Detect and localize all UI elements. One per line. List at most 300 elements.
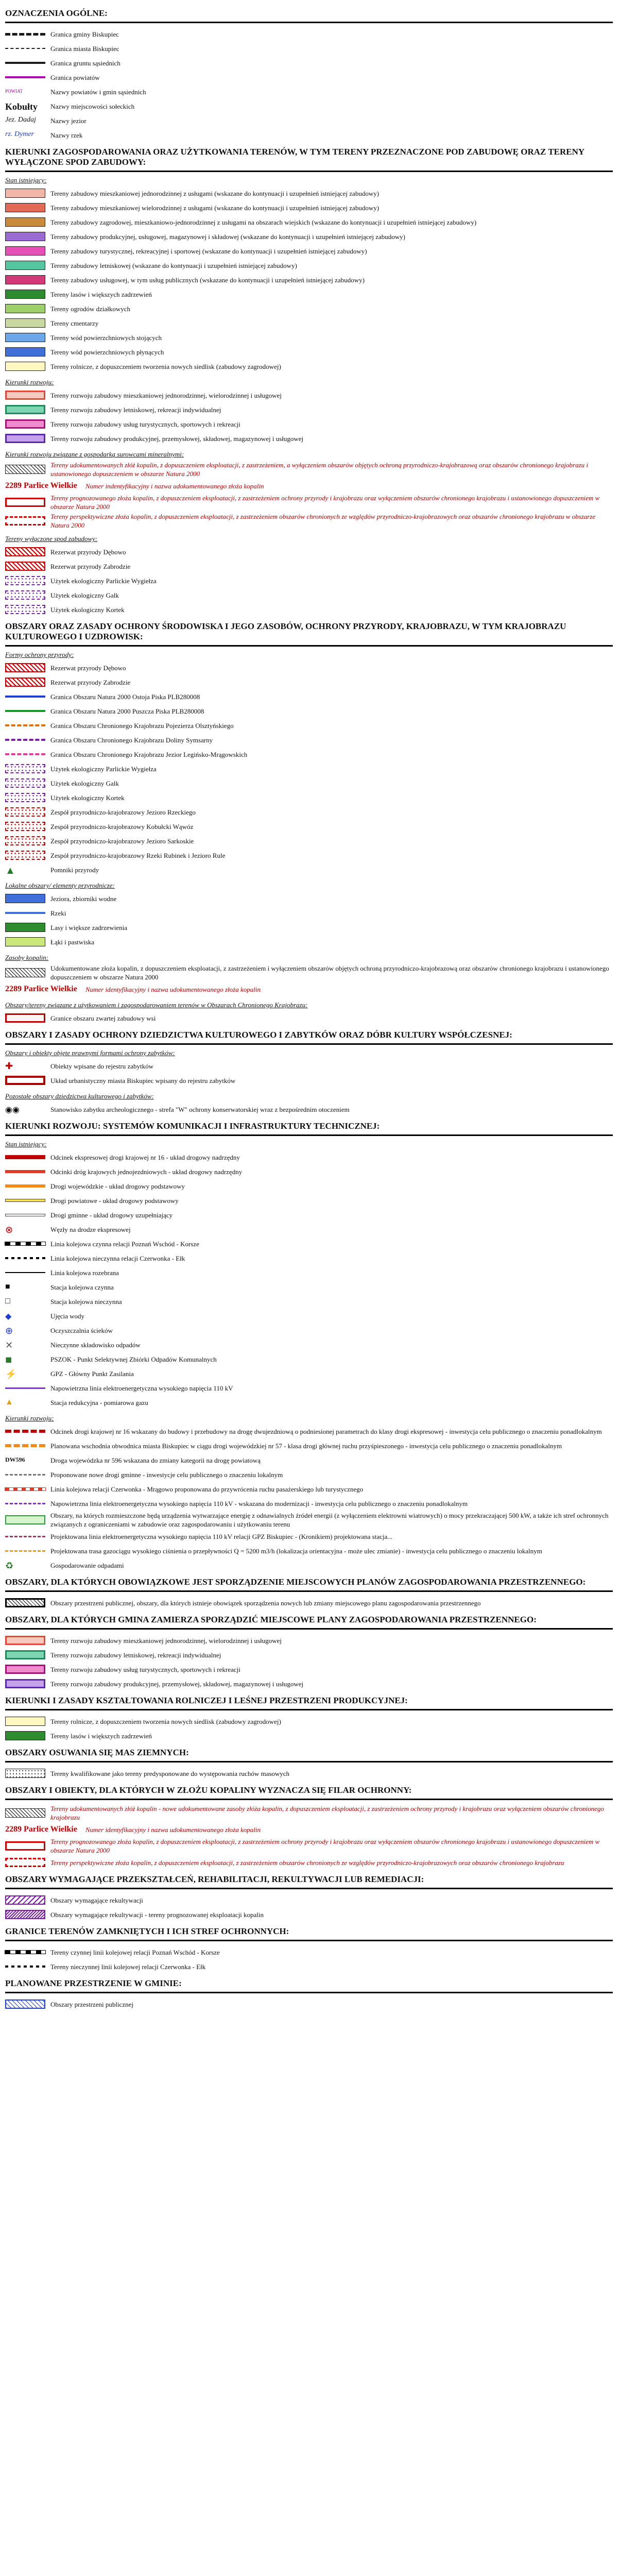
legend-symbol: ◼ [5, 1355, 12, 1364]
general-symbol [5, 87, 45, 96]
legend-symbol [5, 347, 45, 357]
legend-row [5, 417, 615, 431]
section-title: OBSZARY, DLA KTÓRYCH OBOWIĄZKOWE JEST SPORZĄDZENIE MIEJSCOWYCH PLANÓW ZAGOSPODAROWANIA PRZESTRZENNEGO: [5, 1577, 586, 1587]
legend-label: Ujęcia wody [50, 1312, 85, 1320]
sample-text: Jez. Dadaj [5, 116, 36, 124]
legend-row [5, 1179, 615, 1193]
section-title: KIERUNKI ROZWOJU: SYSTEMÓW KOMUNIKACJI I INFRASTRUKTURY TECHNICZNEJ: [5, 1121, 380, 1131]
legend-symbol [5, 1474, 45, 1476]
legend-label: Zespół przyrodniczo-krajobrazowy Kobułcki Wąwóz [50, 822, 194, 831]
legend-label: Tereny zabudowy zagrodowej, mieszkaniowo-jednorodzinnej z usługami na obszarach wiejskich (wskazane do kontynuacji i uzupełnień istniejącej zabudowy) [50, 218, 477, 226]
legend-label: Obszary przestrzeni publicznej [50, 2000, 133, 2008]
legend-symbol [5, 753, 45, 755]
legend-group [5, 964, 615, 996]
legend-row [5, 906, 615, 920]
legend-label: Tereny rolnicze, z dopuszczeniem tworzenia nowych siedlisk (zabudowy zagrodowej) [50, 362, 281, 370]
section-title: PLANOWANE PRZESTRZENIE W GMINIE: [5, 1978, 182, 1988]
legend-row [5, 287, 615, 301]
legend-row [5, 545, 615, 558]
legend-group [5, 1059, 615, 1087]
legend-symbol: ✚ [5, 1061, 13, 1071]
legend-label: Nieczynne składowisko odpadów [50, 1341, 141, 1349]
legend-label: Tereny rozwoju zabudowy usług turystycznych, sportowych i rekreacji [50, 1665, 240, 1673]
legend-row [5, 1715, 615, 1728]
legend-label: Lasy i większe zadrzewienia [50, 923, 128, 931]
legend-label: Napowietrzna linia elektroenergetyczna wysokiego napięcia 110 kV - wskazana do modernizacji - inwestycja celu publicznego o znaczeniu ponadlokalnym [50, 1499, 468, 1507]
legend-symbol [5, 516, 45, 526]
legend-row [5, 748, 615, 761]
general-label: Granica gminy Biskupiec [50, 30, 119, 38]
general-row [5, 56, 615, 70]
legend-symbol [5, 968, 45, 977]
legend-group [5, 1945, 615, 1973]
legend-label: Stanowisko zabytku archeologicznego - strefa "W" ochrony konserwatorskiej wraz z bezpośrednim otoczeniem [50, 1105, 350, 1113]
legend-row [5, 1596, 615, 1609]
legend-row [5, 1837, 615, 1855]
legend-label: Tereny rozwoju zabudowy letniskowej, rekreacji indywidualnej [50, 1651, 221, 1659]
legend-label: Drogi wojewódzkie - układ drogowy podstawowy [50, 1182, 185, 1190]
legend-row [5, 863, 615, 876]
legend-label: Projektowana trasa gazociągu wysokiego ciśnienia o przepływności Q = 5200 m3/h (lokalizacja orientacyjna - może ulec zmianie) - inwestycja celu publicznego o znaczeniu lokalnym [50, 1547, 542, 1555]
general-symbol [5, 116, 45, 125]
general-symbol [5, 48, 45, 49]
section-rule [5, 645, 613, 647]
general-row [5, 114, 615, 127]
section-rule [5, 1799, 613, 1800]
legend-row [5, 1338, 615, 1351]
road-code: DW596 [5, 1456, 25, 1463]
legend-row [5, 1324, 615, 1337]
legend-symbol [5, 405, 45, 414]
legend-symbol [5, 261, 45, 270]
legend-row [5, 1856, 615, 1869]
section-title: OBSZARY OSUWANIA SIĘ MAS ZIEMNYCH: [5, 1748, 189, 1757]
legend-row [5, 1908, 615, 1921]
legend-label: Układ urbanistyczny miasta Biskupiec wpisany do rejestru zabytków [50, 1076, 236, 1084]
legend-symbol [5, 1456, 45, 1464]
legend-label: Tereny rozwoju zabudowy mieszkaniowej jednorodzinnej, wielorodzinnej i usługowej [50, 1636, 282, 1645]
legend-row [5, 1208, 615, 1222]
legend-label: Tereny zabudowy turystycznej, rekreacyjnej i sportowej (wskazane do kontynuacji i uzupełnień istniejącej zabudowy) [50, 247, 367, 255]
legend-row [5, 1367, 615, 1380]
legend-symbol [5, 481, 80, 490]
legend-row [5, 259, 615, 272]
legend-symbol [5, 434, 45, 443]
legend-symbol [5, 1731, 45, 1740]
legend-row [5, 982, 615, 996]
legend-row [5, 1893, 615, 1907]
section-rule [5, 1590, 613, 1592]
legend-label: Tereny rozwoju zabudowy produkcyjnej, przemysłowej, składowej, magazynowej i usługowej [50, 434, 304, 443]
legend-symbol [5, 1444, 45, 1447]
legend-label: GPZ - Główny Punkt Zasilania [50, 1369, 134, 1378]
legend-row [5, 273, 615, 286]
section-title: OBSZARY I ZASADY OCHRONY DZIEDZICTWA KULTUROWEGO I ZABYTKÓW ORAZ DÓBR KULTURY WSPÓŁCZESNEJ: [5, 1030, 512, 1040]
legend-row [5, 935, 615, 948]
legend-row [5, 1482, 615, 1496]
subsection-heading: Lokalne obszary/ elementy przyrodnicze: [5, 882, 115, 889]
legend-label: Linia kolejowa rozebrana [50, 1268, 119, 1277]
legend-row [5, 560, 615, 573]
legend-symbol [5, 724, 45, 726]
general-label: Granica gruntu sąsiednich [50, 59, 120, 67]
general-label: Nazwy rzek [50, 131, 83, 139]
subsection-heading: Stan istniejący: [5, 176, 47, 184]
legend-row [5, 675, 615, 689]
legend-symbol [5, 562, 45, 571]
legend-row [5, 215, 615, 229]
legend-label: Tereny rolnicze, z dopuszczeniem tworzenia nowych siedlisk (zabudowy zagrodowej) [50, 1717, 281, 1725]
general-row [5, 42, 615, 55]
legend-row [5, 403, 615, 416]
general-row [5, 71, 615, 84]
section-rule [5, 1940, 613, 1941]
section-rule [5, 1628, 613, 1630]
legend-row [5, 360, 615, 373]
legend-label: Użytek ekologiczny Kortek [50, 793, 125, 802]
legend-row [5, 834, 615, 848]
legend-label: Stacja kolejowa nieczynna [50, 1297, 122, 1306]
legend-symbol [5, 739, 45, 741]
legend-symbol: ◆ [5, 1312, 12, 1321]
subsection-heading: Tereny wyłączone spod zabudowy: [5, 535, 98, 543]
legend-row [5, 479, 615, 493]
section-title: OBSZARY I OBIEKTY, DLA KTÓRYCH W ZŁOŻU KOPALINY WYZNACZA SIĘ FILAR OCHRONNY: [5, 1785, 412, 1795]
legend-symbol [5, 923, 45, 932]
legend-row [5, 1663, 615, 1676]
legend-label: Tereny rozwoju zabudowy mieszkaniowej jednorodzinnej, wielorodzinnej i usługowej [50, 391, 282, 399]
legend-label: Rezerwat przyrody Dębowo [50, 548, 126, 556]
subsection-heading: Kierunki rozwoju związane z gospodarką surowcami mineralnymi: [5, 450, 184, 458]
legend-label: Obiekty wpisane do rejestru zabytków [50, 1062, 154, 1070]
subsection-heading: Obszary i obiekty objęte prawnymi formami ochrony zabytków: [5, 1049, 175, 1057]
legend-symbol [5, 1550, 45, 1552]
legend-symbol [5, 764, 45, 773]
legend-symbol [5, 1199, 45, 1202]
legend-row [5, 345, 615, 359]
legend-label: Odcinek drogi krajowej nr 16 wskazany do budowy i przebudowy na drogę dwujezdniową o podniesionej parametrach do klasy drogi ekspresowej - inwestycja celu publicznego o znaczeniu ponadlokalnym [50, 1427, 602, 1435]
legend-row [5, 187, 615, 200]
legend-symbol [5, 232, 45, 241]
legend-label: Droga wojewódzka nr 596 wskazana do zmiany kategorii na drogę powiatową [50, 1456, 261, 1464]
legend-symbol [5, 1184, 45, 1188]
legend-label: Odcinki dróg krajowych jednojezdniowych - układ drogowy nadrzędny [50, 1167, 243, 1176]
legend-label: Użytek ekologiczny Parlickie Wygiełza [50, 765, 157, 773]
legend-label: Tereny prognozowanego złoża kopalin, z dopuszczeniem eksploatacji, z zastrzeżeniem ochrony przyrody i krajobrazu oraz wyłączeniem obszarów chronionego krajobrazu i ustanowionego dopuszczeniem w obszarze Natura 2000 [50, 1838, 600, 1854]
legend-label: Numer identyfikacyjny i nazwa udokumentowanego złoża kopalin [85, 1825, 261, 1834]
legend-symbol [5, 1808, 45, 1818]
legend-row [5, 921, 615, 934]
section-title: OBSZARY WYMAGAJĄCE PRZEKSZTAŁCEŃ, REHABILITACJI, REKULTYWACJI LUB REMEDIACJI: [5, 1874, 424, 1884]
legend-row [5, 574, 615, 587]
deposit-number: 2289 Parlice Wielkie [5, 985, 77, 993]
legend-row [5, 1634, 615, 1647]
legend-row [5, 244, 615, 258]
legend-row [5, 1194, 615, 1207]
legend-group [5, 1103, 615, 1116]
legend-row [5, 704, 615, 718]
legend-label: Granica Obszaru Chronionego Krajobrazu Doliny Symsarny [50, 736, 213, 744]
general-row [5, 128, 615, 142]
legend-row [5, 1150, 615, 1164]
legend-symbol [5, 419, 45, 429]
general-label: Granica powiatów [50, 73, 100, 81]
legend-label: Zespół przyrodniczo-krajobrazowy Rzeki Rubinek i Jezioro Rule [50, 851, 226, 859]
subsection-heading: Kierunki rozwoju: [5, 1414, 54, 1422]
legend-label: Rezerwat przyrody Zabrodzie [50, 678, 131, 686]
legend-row [5, 1237, 615, 1250]
legend-symbol [5, 1769, 45, 1778]
legend-symbol [5, 710, 45, 712]
legend-label: Tereny prognozowanego złoża kopalin, z dopuszczeniem eksploatacji, z zastrzeżeniem ochrony przyrody i krajobrazu oraz wyłączeniem obszarów chronionego krajobrazu i ustanowionego dopuszczeniem w obszarze Natura 2000 [50, 494, 600, 511]
legend-row [5, 1011, 615, 1025]
legend-symbol [5, 894, 45, 903]
legend-label: Tereny czynnej linii kolejowej relacji Poznań Wschód - Korsze [50, 1948, 220, 1956]
legend-label: PSZOK - Punkt Selektywnej Zbiórki Odpadów Komunalnych [50, 1355, 217, 1363]
legend-symbol [5, 912, 45, 914]
general-symbol [5, 76, 45, 78]
legend-group [5, 545, 615, 616]
legend-group [5, 1150, 615, 1409]
legend-row [5, 1997, 615, 2011]
legend-symbol [5, 1910, 45, 1919]
legend-symbol [5, 217, 45, 227]
legend-label: Użytek ekologiczny Parlickie Wygiełza [50, 577, 157, 585]
subsection-heading: Obszary/tereny związane z użytkowaniem i zagospodarowaniem terenów w Obszarach Chronionego Krajobrazu: [5, 1001, 308, 1009]
legend-symbol [5, 1242, 45, 1245]
section-rule [5, 171, 613, 172]
legend-label: Rezerwat przyrody Dębowo [50, 664, 126, 672]
subsection-heading: Kierunki rozwoju: [5, 378, 54, 386]
legend-row [5, 1439, 615, 1452]
deposit-number: 2289 Parlice Wielkie [5, 481, 77, 490]
legend-row [5, 1767, 615, 1780]
legend-label: Drogi gminne - układ drogowy uzupełniający [50, 1211, 173, 1219]
legend-row [5, 1396, 615, 1409]
legend-row [5, 461, 615, 478]
legend-symbol [5, 1965, 45, 1968]
legend-row [5, 1544, 615, 1557]
legend-label: Oczyszczalnia ścieków [50, 1326, 113, 1334]
legend-row [5, 849, 615, 862]
legend-label: Granice obszaru zwartej zabudowy wsi [50, 1014, 156, 1022]
legend [5, 8, 615, 2011]
section-title: KIERUNKI ZAGOSPODAROWANIA ORAZ UŻYTKOWANIA TERENÓW, W TYM TERENY PRZEZNACZONE POD ZABUDOWĘ ORAZ TERENY WYŁĄCZONE SPOD ZABUDOWY: [5, 147, 584, 167]
legend-group [5, 461, 615, 530]
legend-symbol [5, 696, 45, 698]
legend-label: Granica Obszaru Natura 2000 Puszcza Piska PLB280008 [50, 707, 204, 715]
legend-label: Użytek ekologiczny Galk [50, 779, 119, 787]
legend-symbol [5, 1076, 45, 1085]
section-rule [5, 1709, 613, 1710]
general-label: Nazwy miejscowości sołeckich [50, 102, 135, 110]
general-symbol [5, 62, 45, 64]
legend-label: Tereny udokumentowanych złóż kopalin - nowe udokumentowane zasoby złóża kopalin, z dopuszczeniem eksploatacji, z zastrzeżeniem ochrony przyrody i krajobrazu oraz wyłączeniem obszarów chronionego krajobrazu [50, 1805, 605, 1821]
legend-group [5, 388, 615, 445]
legend-symbol [5, 590, 45, 600]
legend-group [5, 661, 615, 876]
section-rule [5, 1043, 613, 1045]
legend-symbol [5, 1013, 45, 1023]
legend-label: Projektowana linia elektroenergetyczna wysokiego napięcia 110 kV relacji GPZ Biskupiec - (Kronikiem) projektowana stacja... [50, 1532, 392, 1540]
legend-symbol: ✕ [5, 1340, 13, 1350]
legend-label: Tereny cmentarzy [50, 319, 99, 327]
legend-symbol [5, 1951, 45, 1954]
legend-row [5, 1960, 615, 1973]
legend-row [5, 1468, 615, 1481]
legend-symbol [5, 793, 45, 802]
legend-group [5, 1893, 615, 1921]
legend-symbol [5, 1387, 45, 1389]
legend-symbol [5, 1488, 45, 1490]
legend-symbol [5, 1825, 80, 1834]
legend-group [5, 892, 615, 948]
legend-label: Tereny perspektywiczne złoża kopalin, z dopuszczeniem eksploatacji, z zastrzeżeniem obszarów chronionych ze względów przyrodniczo-krajobrazowych oraz obszarów chronionego krajobrazu w obszarze Natura 2000 [50, 513, 596, 529]
legend-symbol [5, 1515, 45, 1524]
section-title: OBSZARY, DLA KTÓRYCH GMINA ZAMIERZA SPORZĄDZIĆ MIEJSCOWE PLANY ZAGOSPODAROWANIA PRZESTRZENNEGO: [5, 1615, 537, 1624]
legend-row [5, 331, 615, 344]
legend-label: Tereny kwalifikowane jako tereny predysponowane do występowania ruchów masowych [50, 1769, 290, 1777]
legend-row [5, 791, 615, 804]
legend-symbol [5, 836, 45, 845]
legend-symbol [5, 1257, 45, 1259]
legend-symbol: ▲ [5, 865, 15, 876]
legend-row [5, 494, 615, 511]
legend-symbol [5, 1999, 45, 2009]
legend-symbol [5, 246, 45, 256]
legend-label: Gospodarowanie odpadami [50, 1561, 124, 1569]
legend-symbol [5, 1155, 45, 1159]
legend-row [5, 1497, 615, 1510]
legend-symbol: ⚡ [5, 1369, 17, 1379]
legend-row [5, 1558, 615, 1572]
general-row [5, 85, 615, 98]
legend-symbol [5, 1679, 45, 1688]
subsection-heading: Zasoby kopalin: [5, 954, 49, 961]
legend-symbol [5, 1895, 45, 1905]
legend-row [5, 1511, 615, 1529]
legend-symbol [5, 189, 45, 198]
legend-symbol [5, 937, 45, 946]
legend-label: Zespół przyrodniczo-krajobrazowy Jezioro Sarkoskie [50, 837, 194, 845]
subsection-heading: Stan istniejący: [5, 1140, 47, 1148]
legend-row [5, 201, 615, 214]
legend-group [5, 1596, 615, 1609]
legend-label: Odcinek ekspresowej drogi krajowej nr 16 - układ drogowy nadrzędny [50, 1153, 240, 1161]
legend-symbol [5, 333, 45, 342]
legend-symbol [5, 822, 45, 831]
legend-symbol [5, 851, 45, 860]
legend-row [5, 1103, 615, 1116]
legend-label: Linia kolejowa nieczynna relacji Czerwonka - Ełk [50, 1254, 185, 1262]
legend-label: Drogi powiatowe - układ drogowy podstawowy [50, 1196, 179, 1205]
legend-symbol [5, 1536, 45, 1537]
legend-symbol [5, 1841, 45, 1851]
legend-row [5, 1530, 615, 1543]
legend-row [5, 892, 615, 905]
legend-symbol [5, 663, 45, 672]
legend-symbol: ♻ [5, 1561, 14, 1571]
legend-group [5, 1767, 615, 1780]
legend-symbol [5, 362, 45, 371]
legend-label: Tereny wód powierzchniowych stojących [50, 333, 162, 342]
legend-label: Granica Obszaru Chronionego Krajobrazu Jezior Legińsko-Mrągowskich [50, 750, 248, 758]
legend-label: Numer identyfikacyjny i nazwa udokumentowanego złoża kopalin [85, 985, 261, 993]
legend-symbol [5, 318, 45, 328]
legend-row [5, 719, 615, 732]
section-rule [5, 1134, 613, 1136]
legend-row [5, 388, 615, 402]
legend-symbol [5, 677, 45, 687]
legend-row [5, 1223, 615, 1236]
legend-symbol: ▲ [5, 1398, 13, 1406]
legend-symbol: ■ [5, 1282, 10, 1291]
legend-group [5, 1011, 615, 1025]
legend-symbol [5, 1272, 45, 1273]
general-row [5, 99, 615, 113]
legend-symbol [5, 203, 45, 212]
legend-symbol [5, 498, 45, 507]
legend-row [5, 1352, 615, 1366]
section-title: GRANICE TERENÓW ZAMKNIĘTYCH I ICH STREF OCHRONNYCH: [5, 1926, 289, 1936]
legend-row [5, 1453, 615, 1467]
legend-label: Tereny zabudowy mieszkaniowej jednorodzinnej z usługami (wskazane do kontynuacji i uzupełnień istniejącej zabudowy) [50, 189, 380, 197]
legend-row [5, 690, 615, 703]
legend-label: Łąki i pastwiska [50, 938, 95, 946]
legend-row [5, 1266, 615, 1279]
legend-row [5, 1945, 615, 1959]
legend-symbol [5, 391, 45, 400]
legend-label: Tereny zabudowy letniskowej (wskazane do kontynuacji i uzupełnień istniejącej zabudowy) [50, 261, 297, 269]
legend-label: Obszary wymagające rekultywacji - tereny prognozowanej eksploatacji kopalin [50, 1910, 264, 1919]
legend-symbol [5, 778, 45, 788]
legend-symbol [5, 1598, 45, 1607]
legend-row [5, 964, 615, 981]
general-row [5, 27, 615, 41]
legend-group [5, 1425, 615, 1572]
legend-label: Tereny zabudowy produkcyjnej, usługowej, magazynowej i składowej (wskazane do kontynuacji i uzupełnień istniejącej zabudowy) [50, 232, 405, 241]
legend-group [5, 1804, 615, 1869]
legend-label: Zespół przyrodniczo-krajobrazowy Jezioro Rzeckiego [50, 808, 196, 816]
legend-label: Linia kolejowa czynna relacji Poznań Wschód - Korsze [50, 1240, 199, 1248]
legend-label: Rzeki [50, 909, 66, 917]
legend-label: Tereny rozwoju zabudowy letniskowej, rekreacji indywidualnej [50, 405, 221, 414]
legend-label: Granica Obszaru Chronionego Krajobrazu Pojezierza Olsztyńskiego [50, 721, 234, 730]
section-title: KIERUNKI I ZASADY KSZTAŁTOWANIA ROLNICZEJ I LEŚNEJ PRZESTRZENI PRODUKCYJNEJ: [5, 1696, 408, 1705]
legend-symbol [5, 1717, 45, 1726]
legend-symbol [5, 547, 45, 556]
legend-row [5, 805, 615, 819]
section-rule [5, 1888, 613, 1889]
legend-row [5, 1309, 615, 1323]
legend-symbol [5, 1214, 45, 1216]
legend-symbol [5, 1858, 45, 1867]
section-rule [5, 1992, 613, 1993]
legend-row [5, 1648, 615, 1662]
legend-row [5, 1059, 615, 1073]
legend-label: Planowana wschodnia obwodnica miasta Biskupiec w ciągu drogi wojewódzkiej nr 57 - klasa drogi głównej ruchu przyśpieszonego - inwestycja celu publicznego o znaczeniu ponadlokalnym [50, 1442, 562, 1450]
legend-row [5, 316, 615, 330]
legend-symbol [5, 465, 45, 474]
legend-label: Tereny udokumentowanych złóż kopalin, z dopuszczeniem eksploatacji, z zastrzeżeniem, a wyłączeniem obszarów objętych ochroną przyrodniczo-krajobrazową oraz obszarów chronionego krajobrazu i ustanowionego dopuszczeniem w obszarze Natura 2000 [50, 461, 589, 478]
legend-row [5, 762, 615, 775]
general-symbol [5, 101, 45, 111]
legend-row [5, 230, 615, 243]
general-label: Granica miasta Biskupiec [50, 44, 119, 53]
legend-label: Tereny ogrodów działkowych [50, 304, 131, 313]
legend-label: Tereny rozwoju zabudowy produkcyjnej, przemysłowej, składowej, magazynowej i usługowej [50, 1680, 304, 1688]
legend-label: Węzły na drodze ekspresowej [50, 1225, 131, 1233]
